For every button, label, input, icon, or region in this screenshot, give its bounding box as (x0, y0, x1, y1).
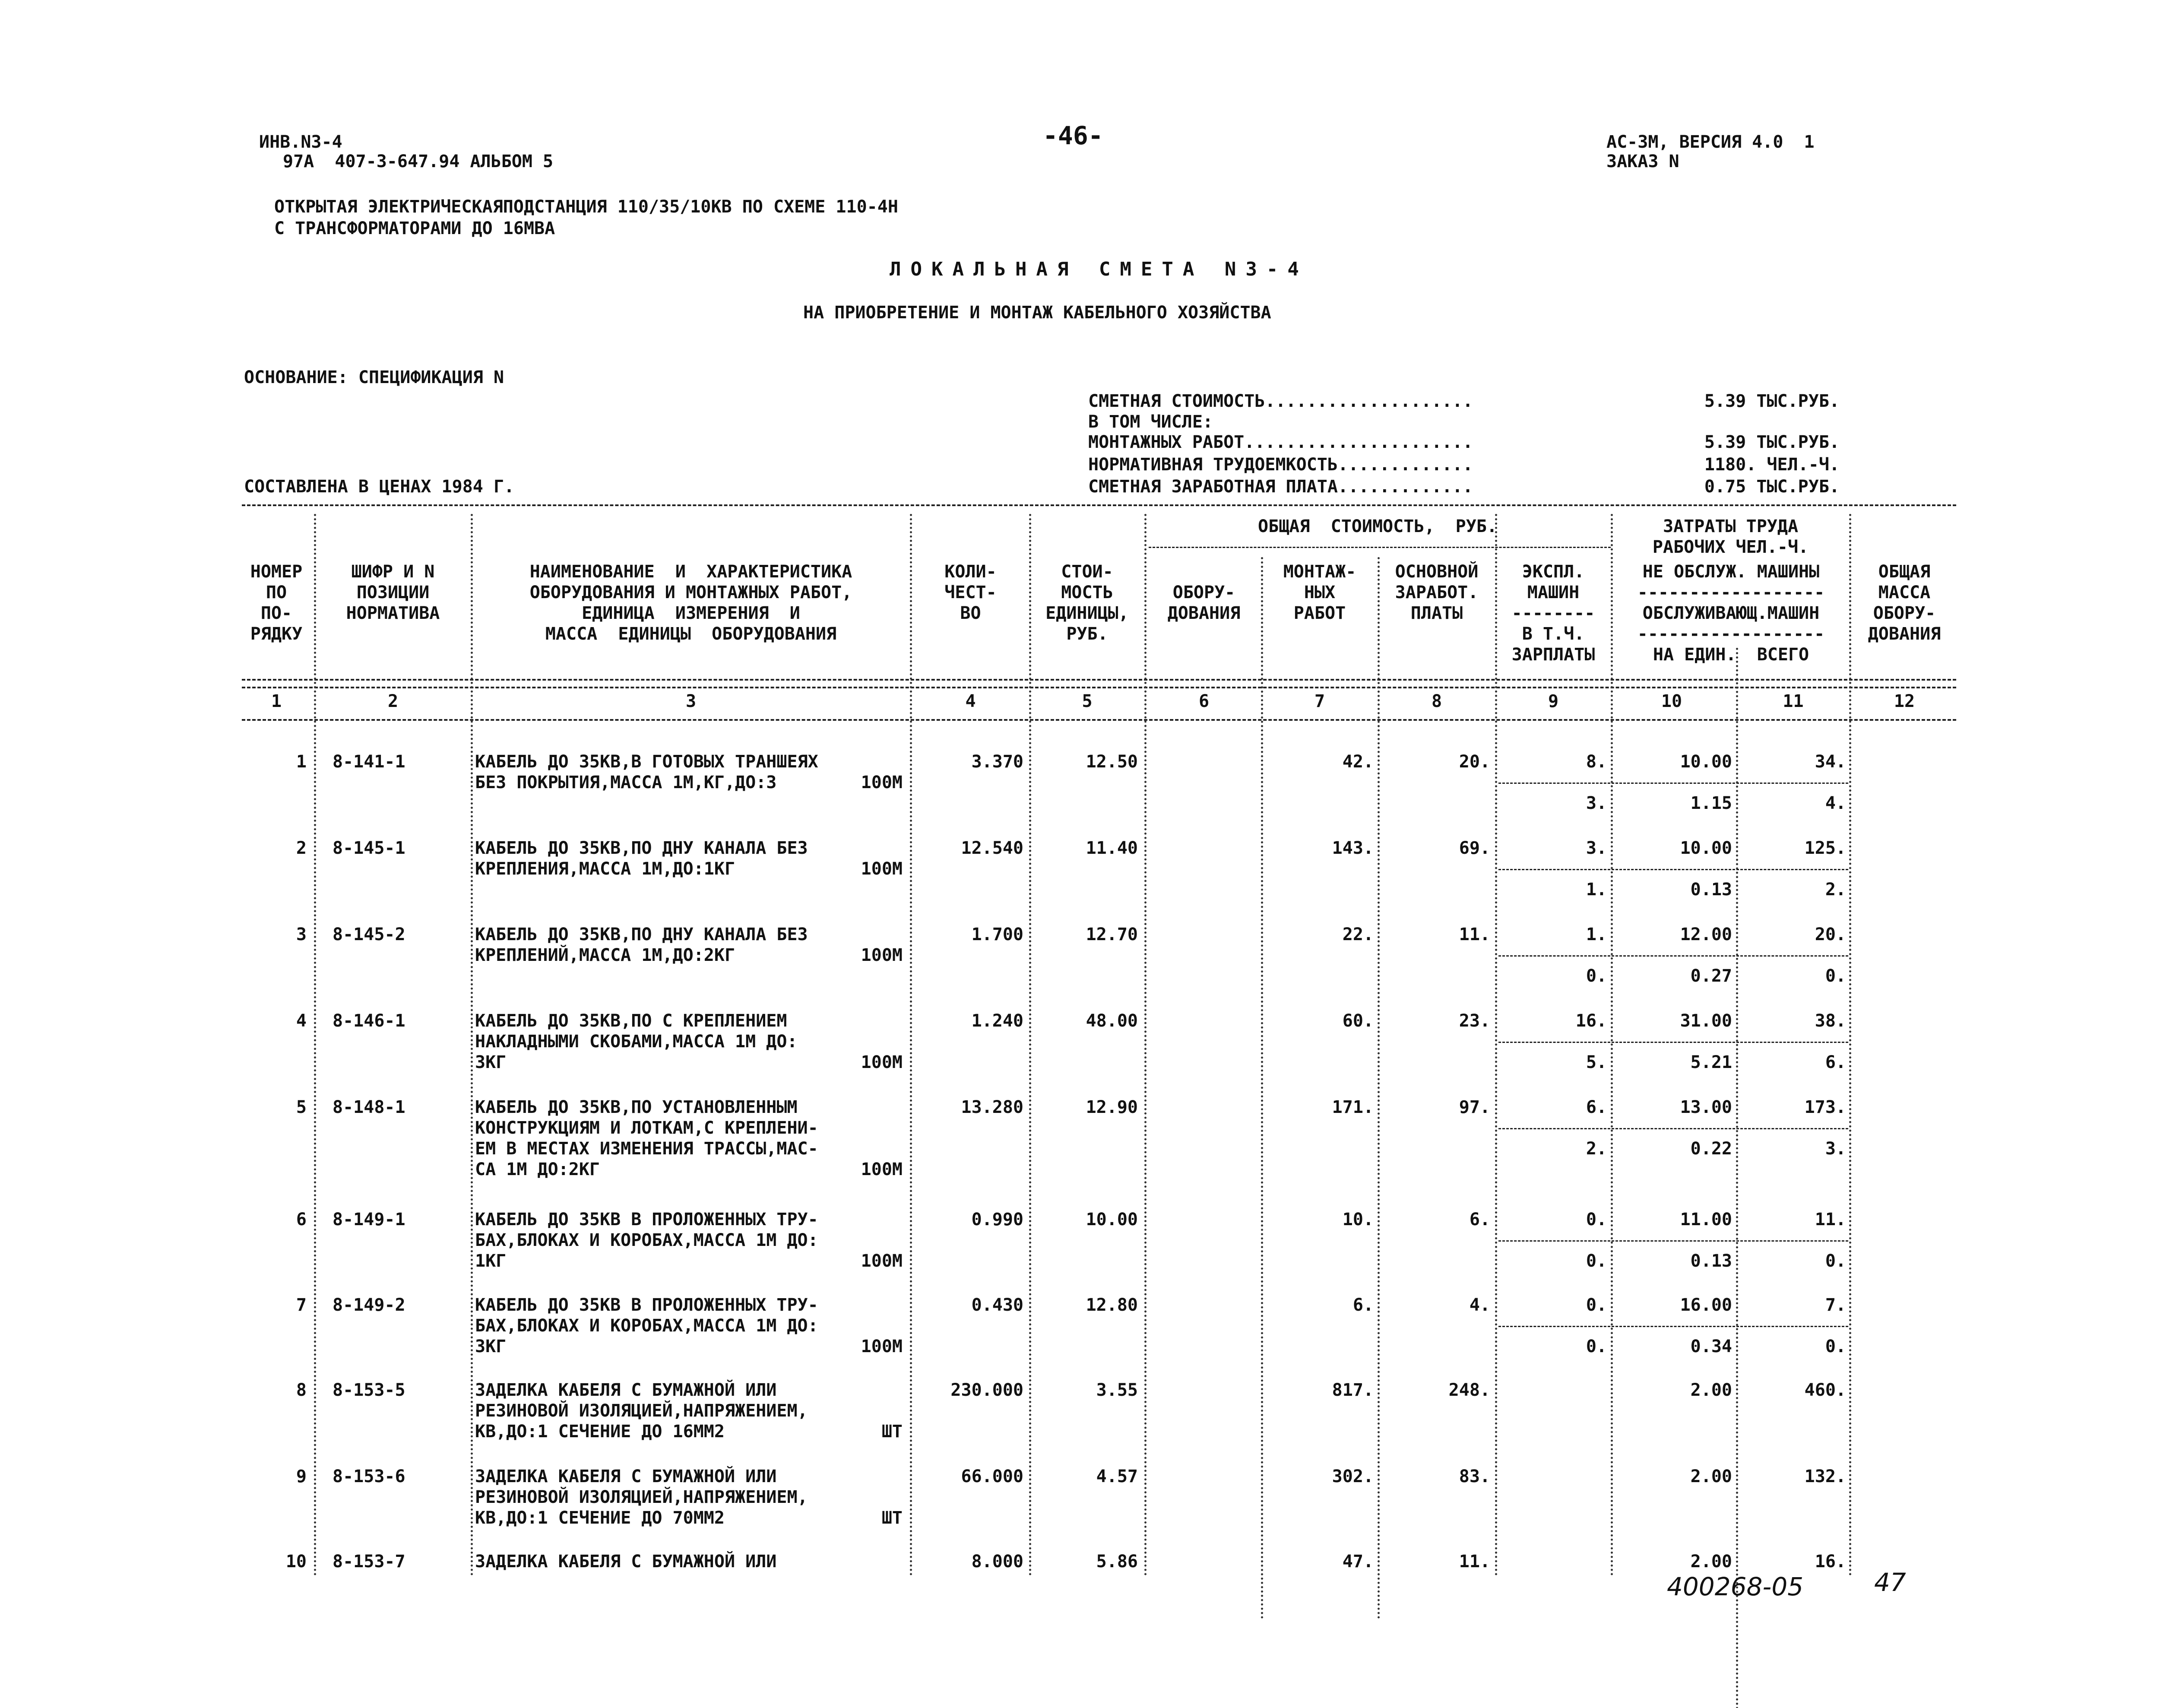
col-header-code: ШИФР И N ПОЗИЦИИ НОРМАТИВА (346, 562, 440, 623)
norm-code: 8-153-5 (333, 1380, 405, 1400)
labor-total: 460. (1804, 1380, 1846, 1400)
column-number: 10 (1661, 691, 1682, 711)
labor-per-unit: 13.00 (1680, 1097, 1732, 1117)
sub-row-divider (1498, 1042, 1848, 1043)
item-description-line: КАБЕЛЬ ДО 35КВ,ПО С КРЕПЛЕНИЕМ (475, 1011, 787, 1031)
column-separator (1378, 557, 1380, 1619)
basis-line: ОСНОВАНИЕ: СПЕЦИФИКАЦИЯ N (244, 368, 504, 387)
quantity: 230.000 (950, 1380, 1023, 1400)
row-number: 1 (296, 752, 307, 772)
item-description-line: КАБЕЛЬ ДО 35КВ В ПРОЛОЖЕННЫХ ТРУ- (475, 1210, 818, 1230)
base-wages: 23. (1459, 1011, 1490, 1031)
machine-wages: 0. (1586, 966, 1607, 986)
machine-wages: 5. (1586, 1052, 1607, 1072)
unit-price: 11.40 (1086, 838, 1138, 858)
item-description-line: КОНСТРУКЦИЯМ И ЛОТКАМ,С КРЕПЛЕНИ- (475, 1118, 818, 1138)
item-description-line: КАБЕЛЬ ДО 35КВ,ПО ДНУ КАНАЛА БЕЗ (475, 925, 808, 944)
summary-label: В ТОМ ЧИСЛЕ: (1088, 412, 1213, 432)
summary-value: 5.39 ТЫС.РУБ. (1704, 391, 1840, 411)
machine-cost: 6. (1586, 1097, 1607, 1117)
column-number: 4 (965, 691, 976, 711)
labor-total: 20. (1815, 925, 1846, 944)
mounting-cost: 171. (1332, 1097, 1374, 1117)
handwritten-sheet-number: 47 (1874, 1568, 1906, 1597)
group-header-rule (1149, 547, 1611, 548)
mounting-cost: 6. (1352, 1295, 1374, 1315)
col-header-wages: ОСНОВНОЙ ЗАРАБОТ. ПЛАТЫ (1395, 562, 1479, 623)
labor-per-unit: 11.00 (1680, 1210, 1732, 1230)
labor-per-unit: 10.00 (1680, 752, 1732, 772)
column-number: 8 (1431, 691, 1442, 711)
sub-row-divider (1498, 1240, 1848, 1242)
col-header-mass: ОБЩАЯ МАССА ОБОРУ- ДОВАНИЯ (1868, 562, 1941, 644)
col-header-equipment: ОБОРУ- ДОВАНИЯ (1167, 583, 1241, 623)
labor-per-unit: 2.00 (1690, 1380, 1732, 1400)
item-description-line: ЗАДЕЛКА КАБЕЛЯ С БУМАЖНОЙ ИЛИ (475, 1552, 777, 1572)
machine-cost: 0. (1586, 1295, 1607, 1315)
item-unit: ШТ (881, 1508, 903, 1528)
mounting-cost: 60. (1342, 1011, 1374, 1031)
machine-wages: 0. (1586, 1337, 1607, 1356)
col-header-unit-price: СТОИ- МОСТЬ ЕДИНИЦЫ, РУБ. (1045, 562, 1129, 644)
column-number: 3 (685, 691, 697, 711)
row-number: 10 (285, 1552, 307, 1572)
item-description-line: НАКЛАДНЫМИ СКОБАМИ,МАССА 1М ДО: (475, 1032, 798, 1052)
machine-labor-total: 0. (1825, 1337, 1846, 1356)
base-wages: 97. (1459, 1097, 1490, 1117)
norm-code: 8-146-1 (333, 1011, 405, 1031)
labor-per-unit: 12.00 (1680, 925, 1732, 944)
base-wages: 11. (1459, 1552, 1490, 1572)
col-header-labor: НЕ ОБСЛУЖ. МАШИНЫ ------------------ ОБСЛУЖИВАЮЩ.МАШИН ------------------ НА ЕДИН. ВСЕГО (1637, 562, 1825, 665)
item-unit: 100М (861, 1052, 903, 1072)
table-header-rule (242, 679, 1956, 681)
item-unit: 100М (861, 1160, 903, 1179)
unit-price: 12.90 (1086, 1097, 1138, 1117)
quantity: 66.000 (961, 1467, 1023, 1486)
col-header-machines: ЭКСПЛ. МАШИН -------- В Т.Ч. ЗАРПЛАТЫ (1511, 562, 1595, 665)
machine-labor-total: 0. (1825, 966, 1846, 986)
unit-price: 4.57 (1096, 1467, 1138, 1486)
column-number: 9 (1548, 691, 1559, 711)
base-wages: 20. (1459, 752, 1490, 772)
labor-total: 38. (1815, 1011, 1846, 1031)
item-unit: 100М (861, 1251, 903, 1271)
quantity: 8.000 (971, 1552, 1023, 1572)
column-number: 6 (1198, 691, 1210, 711)
item-description-line: КВ,ДО:1 СЕЧЕНИЕ ДО 70ММ2 (475, 1508, 725, 1528)
norm-code: 8-145-2 (333, 925, 405, 944)
machine-labor-per-unit: 0.34 (1690, 1337, 1732, 1356)
row-number: 6 (296, 1210, 307, 1230)
table-numbers-rule (242, 719, 1956, 721)
row-number: 3 (296, 925, 307, 944)
summary-value: 0.75 ТЫС.РУБ. (1704, 477, 1840, 497)
labor-total: 173. (1804, 1097, 1846, 1117)
row-number: 7 (296, 1295, 307, 1315)
estimate-title: ЛОКАЛЬНАЯ СМЕТА N3-4 (890, 258, 1308, 280)
machine-cost: 0. (1586, 1210, 1607, 1230)
sub-row-divider (1498, 869, 1848, 870)
quantity: 0.430 (971, 1295, 1023, 1315)
column-number: 12 (1894, 691, 1915, 711)
column-separator (1261, 557, 1263, 1619)
item-description-line: КАБЕЛЬ ДО 35КВ,В ГОТОВЫХ ТРАНШЕЯХ (475, 752, 818, 772)
row-number: 2 (296, 838, 307, 858)
machine-labor-total: 2. (1825, 880, 1846, 900)
row-number: 9 (296, 1467, 307, 1486)
norm-code: 8-153-7 (333, 1552, 405, 1572)
sub-row-divider (1498, 783, 1848, 784)
unit-price: 12.50 (1086, 752, 1138, 772)
mounting-cost: 47. (1342, 1552, 1374, 1572)
summary-label: НОРМАТИВНАЯ ТРУДОЕМКОСТЬ............. (1088, 455, 1473, 475)
machine-labor-per-unit: 0.22 (1690, 1139, 1732, 1159)
col-header-description: НАИМЕНОВАНИЕ И ХАРАКТЕРИСТИКА ОБОРУДОВАНИЯ И МОНТАЖНЫХ РАБОТ, ЕДИНИЦА ИЗМЕРЕНИЯ И МАССА ЕДИНИЦЫ ОБОРУДОВАНИЯ (529, 562, 852, 644)
summary-label: СМЕТНАЯ ЗАРАБОТНАЯ ПЛАТА............. (1088, 477, 1473, 497)
item-description-line: ЕМ В МЕСТАХ ИЗМЕНЕНИЯ ТРАССЫ,МАС- (475, 1139, 818, 1159)
column-separator (1144, 514, 1147, 1576)
quantity: 12.540 (961, 838, 1023, 858)
unit-price: 48.00 (1086, 1011, 1138, 1031)
quantity: 1.240 (971, 1011, 1023, 1031)
machine-labor-total: 3. (1825, 1139, 1846, 1159)
machine-cost: 8. (1586, 752, 1607, 772)
unit-price: 12.70 (1086, 925, 1138, 944)
item-unit: 100М (861, 859, 903, 879)
machine-cost: 3. (1586, 838, 1607, 858)
labor-per-unit: 2.00 (1690, 1552, 1732, 1572)
price-level-line: СОСТАВЛЕНА В ЦЕНАХ 1984 Г. (244, 477, 515, 497)
item-description-line: 3КГ (475, 1052, 507, 1072)
column-number: 11 (1783, 691, 1804, 711)
project-title-line1: ОТКРЫТАЯ ЭЛЕКТРИЧЕСКАЯПОДСТАНЦИЯ 110/35/10КВ ПО СХЕМЕ 110-4Н (274, 197, 898, 217)
norm-code: 8-141-1 (333, 752, 405, 772)
labor-total: 11. (1815, 1210, 1846, 1230)
col-header-number: НОМЕР ПО ПО- РЯДКУ (250, 562, 303, 644)
unit-price: 10.00 (1086, 1210, 1138, 1230)
machine-labor-per-unit: 0.13 (1690, 880, 1732, 900)
column-separator (1611, 514, 1613, 1576)
item-description-line: ЗАДЕЛКА КАБЕЛЯ С БУМАЖНОЙ ИЛИ (475, 1467, 777, 1486)
item-description-line: СА 1М ДО:2КГ (475, 1160, 600, 1179)
column-number: 1 (271, 691, 282, 711)
base-wages: 83. (1459, 1467, 1490, 1486)
item-unit: 100М (861, 1337, 903, 1356)
labor-total: 7. (1825, 1295, 1846, 1315)
labor-per-unit: 10.00 (1680, 838, 1732, 858)
machine-cost: 1. (1586, 925, 1607, 944)
machine-cost: 16. (1575, 1011, 1607, 1031)
summary-label: СМЕТНАЯ СТОИМОСТЬ.................... (1088, 391, 1473, 411)
unit-price: 3.55 (1096, 1380, 1138, 1400)
project-title-line2: С ТРАНСФОРМАТОРАМИ ДО 16МВА (274, 219, 555, 238)
column-separator (1029, 514, 1031, 1576)
item-description-line: КРЕПЛЕНИЯ,МАССА 1М,ДО:1КГ (475, 859, 735, 879)
column-separator (1849, 514, 1851, 1576)
sub-row-divider (1498, 1326, 1848, 1327)
labor-total: 16. (1815, 1552, 1846, 1572)
labor-total: 125. (1804, 838, 1846, 858)
column-separator (471, 514, 473, 1576)
norm-code: 8-148-1 (333, 1097, 405, 1117)
estimate-subtitle: НА ПРИОБРЕТЕНИЕ И МОНТАЖ КАБЕЛЬНОГО ХОЗЯЙСТВА (803, 303, 1271, 323)
table-numbers-rule-2 (242, 687, 1956, 688)
group-header-labor: ЗАТРАТЫ ТРУДА РАБОЧИХ ЧЕЛ.-Ч. (1652, 517, 1809, 557)
order-number: ЗАКАЗ N (1606, 152, 1679, 171)
machine-wages: 0. (1586, 1251, 1607, 1271)
quantity: 13.280 (961, 1097, 1023, 1117)
mounting-cost: 10. (1342, 1210, 1374, 1230)
column-separator (910, 514, 912, 1576)
column-number: 7 (1314, 691, 1325, 711)
item-description-line: КВ,ДО:1 СЕЧЕНИЕ ДО 16ММ2 (475, 1422, 725, 1442)
machine-wages: 2. (1586, 1139, 1607, 1159)
column-number: 5 (1082, 691, 1093, 711)
unit-price: 12.80 (1086, 1295, 1138, 1315)
mounting-cost: 42. (1342, 752, 1374, 772)
item-description-line: БЕЗ ПОКРЫТИЯ,МАССА 1М,КГ,ДО:3 (475, 773, 777, 792)
machine-labor-total: 4. (1825, 793, 1846, 813)
base-wages: 248. (1448, 1380, 1490, 1400)
column-separator (1495, 514, 1497, 1576)
item-description-line: КАБЕЛЬ ДО 35КВ В ПРОЛОЖЕННЫХ ТРУ- (475, 1295, 818, 1315)
item-description-line: БАХ,БЛОКАХ И КОРОБАХ,МАССА 1М ДО: (475, 1316, 818, 1336)
column-separator (314, 514, 316, 1576)
machine-wages: 1. (1586, 880, 1607, 900)
row-number: 4 (296, 1011, 307, 1031)
base-wages: 4. (1469, 1295, 1490, 1315)
document-code: 97А 407-3-647.94 АЛЬБОМ 5 (283, 152, 554, 171)
item-unit: ШТ (881, 1422, 903, 1442)
machine-wages: 3. (1586, 793, 1607, 813)
mounting-cost: 817. (1332, 1380, 1374, 1400)
item-description-line: 3КГ (475, 1337, 507, 1356)
summary-value: 1180. ЧЕЛ.-Ч. (1704, 455, 1840, 475)
base-wages: 6. (1469, 1210, 1490, 1230)
item-description-line: РЕЗИНОВОЙ ИЗОЛЯЦИЕЙ,НАПРЯЖЕНИЕМ, (475, 1401, 808, 1421)
item-description-line: ЗАДЕЛКА КАБЕЛЯ С БУМАЖНОЙ ИЛИ (475, 1380, 777, 1400)
item-description-line: 1КГ (475, 1251, 507, 1271)
labor-total: 34. (1815, 752, 1846, 772)
base-wages: 69. (1459, 838, 1490, 858)
labor-per-unit: 31.00 (1680, 1011, 1732, 1031)
item-unit: 100М (861, 945, 903, 965)
software-version: АС-3М, ВЕРСИЯ 4.0 1 (1606, 132, 1815, 152)
item-description-line: КАБЕЛЬ ДО 35КВ,ПО УСТАНОВЛЕННЫМ (475, 1097, 798, 1117)
unit-price: 5.86 (1096, 1552, 1138, 1572)
mounting-cost: 302. (1332, 1467, 1374, 1486)
machine-labor-per-unit: 0.27 (1690, 966, 1732, 986)
sub-row-divider (1498, 955, 1848, 957)
item-description-line: КАБЕЛЬ ДО 35КВ,ПО ДНУ КАНАЛА БЕЗ (475, 838, 808, 858)
labor-per-unit: 2.00 (1690, 1467, 1732, 1486)
summary-value: 5.39 ТЫС.РУБ. (1704, 432, 1840, 452)
row-number: 5 (296, 1097, 307, 1117)
sub-row-divider (1498, 1128, 1848, 1129)
col-header-mounting: МОНТАЖ- НЫХ РАБОТ (1283, 562, 1356, 623)
handwritten-archive-code: 400268-05 (1667, 1572, 1804, 1601)
item-description-line: БАХ,БЛОКАХ И КОРОБАХ,МАССА 1М ДО: (475, 1230, 818, 1250)
base-wages: 11. (1459, 925, 1490, 944)
summary-label: МОНТАЖНЫХ РАБОТ...................... (1088, 432, 1473, 452)
item-unit: 100М (861, 773, 903, 792)
machine-labor-per-unit: 5.21 (1690, 1052, 1732, 1072)
norm-code: 8-145-1 (333, 838, 405, 858)
norm-code: 8-153-6 (333, 1467, 405, 1486)
labor-total: 132. (1804, 1467, 1846, 1486)
machine-labor-total: 6. (1825, 1052, 1846, 1072)
group-header-total-cost: ОБЩАЯ СТОИМОСТЬ, РУБ. (1258, 517, 1497, 536)
quantity: 3.370 (971, 752, 1023, 772)
row-number: 8 (296, 1380, 307, 1400)
labor-per-unit: 16.00 (1680, 1295, 1732, 1315)
mounting-cost: 22. (1342, 925, 1374, 944)
quantity: 0.990 (971, 1210, 1023, 1230)
item-description-line: КРЕПЛЕНИЙ,МАССА 1М,ДО:2КГ (475, 945, 735, 965)
mounting-cost: 143. (1332, 838, 1374, 858)
column-number: 2 (387, 691, 399, 711)
quantity: 1.700 (971, 925, 1023, 944)
machine-labor-per-unit: 0.13 (1690, 1251, 1732, 1271)
machine-labor-total: 0. (1825, 1251, 1846, 1271)
machine-labor-per-unit: 1.15 (1690, 793, 1732, 813)
col-header-quantity: КОЛИ- ЧЕСТ- ВО (944, 562, 997, 623)
norm-code: 8-149-1 (333, 1210, 405, 1230)
table-top-rule (242, 504, 1956, 506)
inventory-number: ИНВ.N3-4 (259, 132, 342, 152)
norm-code: 8-149-2 (333, 1295, 405, 1315)
page-number: -46- (1043, 121, 1103, 150)
item-description-line: РЕЗИНОВОЙ ИЗОЛЯЦИЕЙ,НАПРЯЖЕНИЕМ, (475, 1487, 808, 1507)
